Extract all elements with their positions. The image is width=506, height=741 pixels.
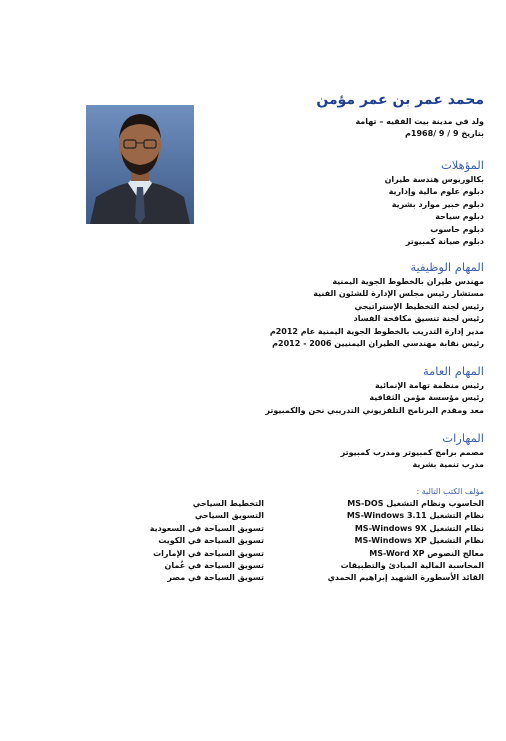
birth-info [355, 116, 484, 141]
qualifications-title: المؤهلات [440, 158, 484, 172]
list-item: بكالوريوس هندسة طيران [384, 175, 484, 184]
skills-title: المهارات [442, 431, 484, 445]
list-item: رئيس لجنة تنسيق مكافحة الفساد [353, 314, 484, 324]
book-item: نظام التشغيل MS-Windows XP [354, 536, 484, 546]
book-item: معالج النصوص MS-Word XP [369, 548, 484, 558]
list-item: مدرب تنمية بشرية [412, 460, 484, 470]
book-item: المحاسبة المالية المبادئ والتطبيقات [340, 561, 484, 571]
birth-date: بتاريخ 9 / 9 /1968م [405, 129, 484, 139]
list-item: معد ومقدم البرنامج التلفزيوني التدريبي نحن والكمبيوتر [265, 405, 484, 415]
list-item: دبلوم حاسوب [430, 224, 484, 234]
list-item: رئيس مؤسسة مؤمن الثقافية [369, 393, 484, 403]
book-item: تسويق السياحة في السعودية [149, 523, 264, 533]
book-item: تسويق السياحة في الكويت [158, 536, 264, 546]
books-column-left [150, 498, 264, 585]
public-roles-section [265, 364, 484, 417]
list-item: مصمم برامج كمبيوتر ومدرب كمبيوتر [340, 448, 484, 457]
list-item: رئيس منظمة تهامة الإنمائية [374, 381, 484, 390]
list-item: رئيس لجنة التخطيط الإستراتيجي [354, 301, 484, 311]
birth-place: ولد في مدينة بيت الفقيه – تهامة [355, 117, 484, 126]
book-item: القائد الأسطورة الشهيد إبراهيم الحمدي [327, 573, 484, 583]
person-photo-icon [86, 105, 194, 224]
list-item: دبلوم صيانة كمبيوتر [405, 237, 484, 247]
jobs-section [270, 260, 484, 350]
qualifications-section [385, 158, 484, 248]
list-item: مدير إدارة التدريب بالخطوط الجوية اليمنية عام 2012م [269, 326, 484, 336]
book-item: الحاسوب ونظام التشغيل MS-DOS [347, 499, 484, 508]
books-title: مؤلف الكتب التالية : [416, 487, 484, 496]
book-item: تسويق السياحة في الإمارات [153, 548, 264, 558]
public-roles-title: المهام العامة [422, 364, 484, 378]
book-item: تسويق السياحة في عُمان [164, 561, 264, 571]
list-item: دبلوم خبير موارد بشرية [391, 199, 484, 209]
list-item: دبلوم علوم مالية وإدارية [388, 187, 484, 197]
person-name: محمد عمر بن عمر مؤمن [316, 92, 484, 108]
list-item: مستشار رئيس مجلس الإدارة للشئون الفنية [313, 289, 484, 299]
book-item: التخطيط السياحي [192, 499, 264, 508]
list-item: مهندس طيران بالخطوط الجوية اليمنية [332, 277, 484, 286]
book-item: نظام التشغيل MS-Windows 9X [354, 523, 484, 533]
list-item: دبلوم سياحة [435, 212, 484, 222]
books-section [328, 486, 484, 585]
profile-photo [86, 105, 194, 224]
book-item: التسويق السياحي [194, 511, 264, 521]
skills-section [341, 431, 484, 472]
book-item: نظام التشغيل MS-Windows 3.11 [346, 511, 484, 521]
jobs-title: المهام الوظيفية [410, 260, 484, 274]
book-item: تسويق السياحة في مصر [167, 573, 264, 583]
list-item: رئيس نقابة مهندسي الطيران اليمنيين 2006 - 2012م [272, 339, 484, 349]
